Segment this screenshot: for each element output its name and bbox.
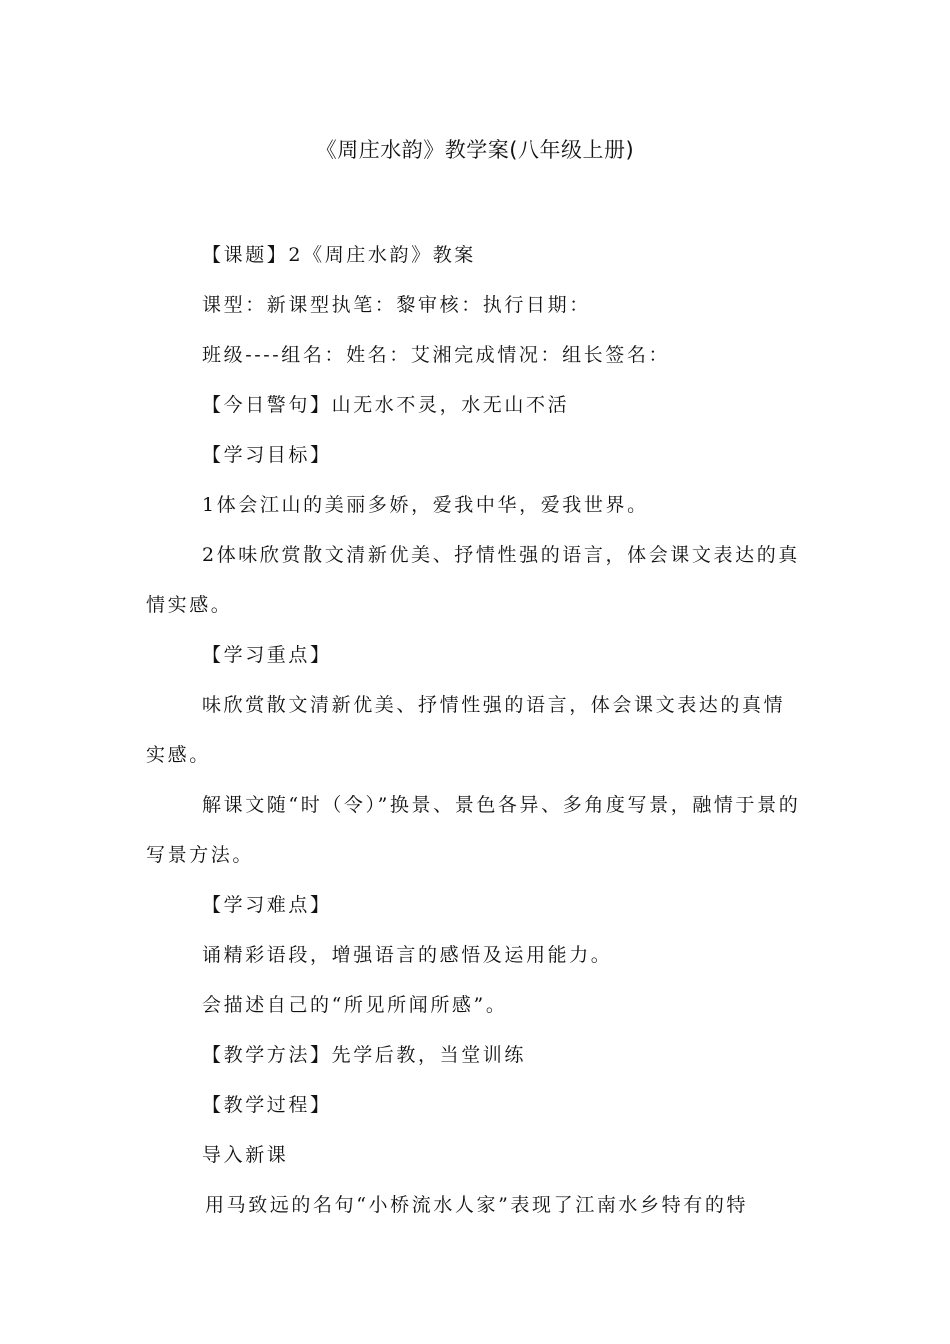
heading-learning-goals: 【学习目标】 [202,444,332,466]
paragraph-key-point-2: 解课文随“时（令）”换景、景色各异、多角度写景，融情于景的写景方法。 [146,794,801,866]
heading-key-points: 【学习重点】 [202,644,332,666]
paragraph-difficulty-2: 会描述自己的“所见所闻所感”。 [202,994,508,1016]
paragraph-key-point-1: 味欣赏散文清新优美、抒情性强的语言，体会课文表达的真情实感。 [146,694,786,766]
paragraph-goal-1: 1体会江山的美丽多娇，爱我中华，爱我世界。 [202,494,649,516]
paragraph-intro-text: 用马致远的名句“小桥流水人家”表现了江南水乡特有的特 [205,1194,749,1216]
paragraph-lesson-type: 课型：新课型执笔：黎审核：执行日期： [202,294,591,316]
paragraph-teaching-method: 【教学方法】先学后教，当堂训练 [202,1044,527,1066]
document-title: 《周庄水韵》教学案(八年级上册) [315,138,635,162]
paragraph-introduction: 导入新课 [202,1144,289,1166]
paragraph-goal-2: 2体味欣赏散文清新优美、抒情性强的语言，体会课文表达的真情实感。 [146,544,800,616]
heading-difficulties: 【学习难点】 [202,894,332,916]
paragraph-class-info: 班级----组名：姓名：艾湘完成情况：组长签名： [202,344,671,366]
heading-teaching-process: 【教学过程】 [202,1094,332,1116]
paragraph-lesson-topic: 【课题】2《周庄水韵》教案 [202,244,476,266]
document-body [146,230,806,1230]
paragraph-daily-motto: 【今日警句】山无水不灵，水无山不活 [202,394,570,416]
paragraph-difficulty-1: 诵精彩语段，增强语言的感悟及运用能力。 [202,944,613,966]
